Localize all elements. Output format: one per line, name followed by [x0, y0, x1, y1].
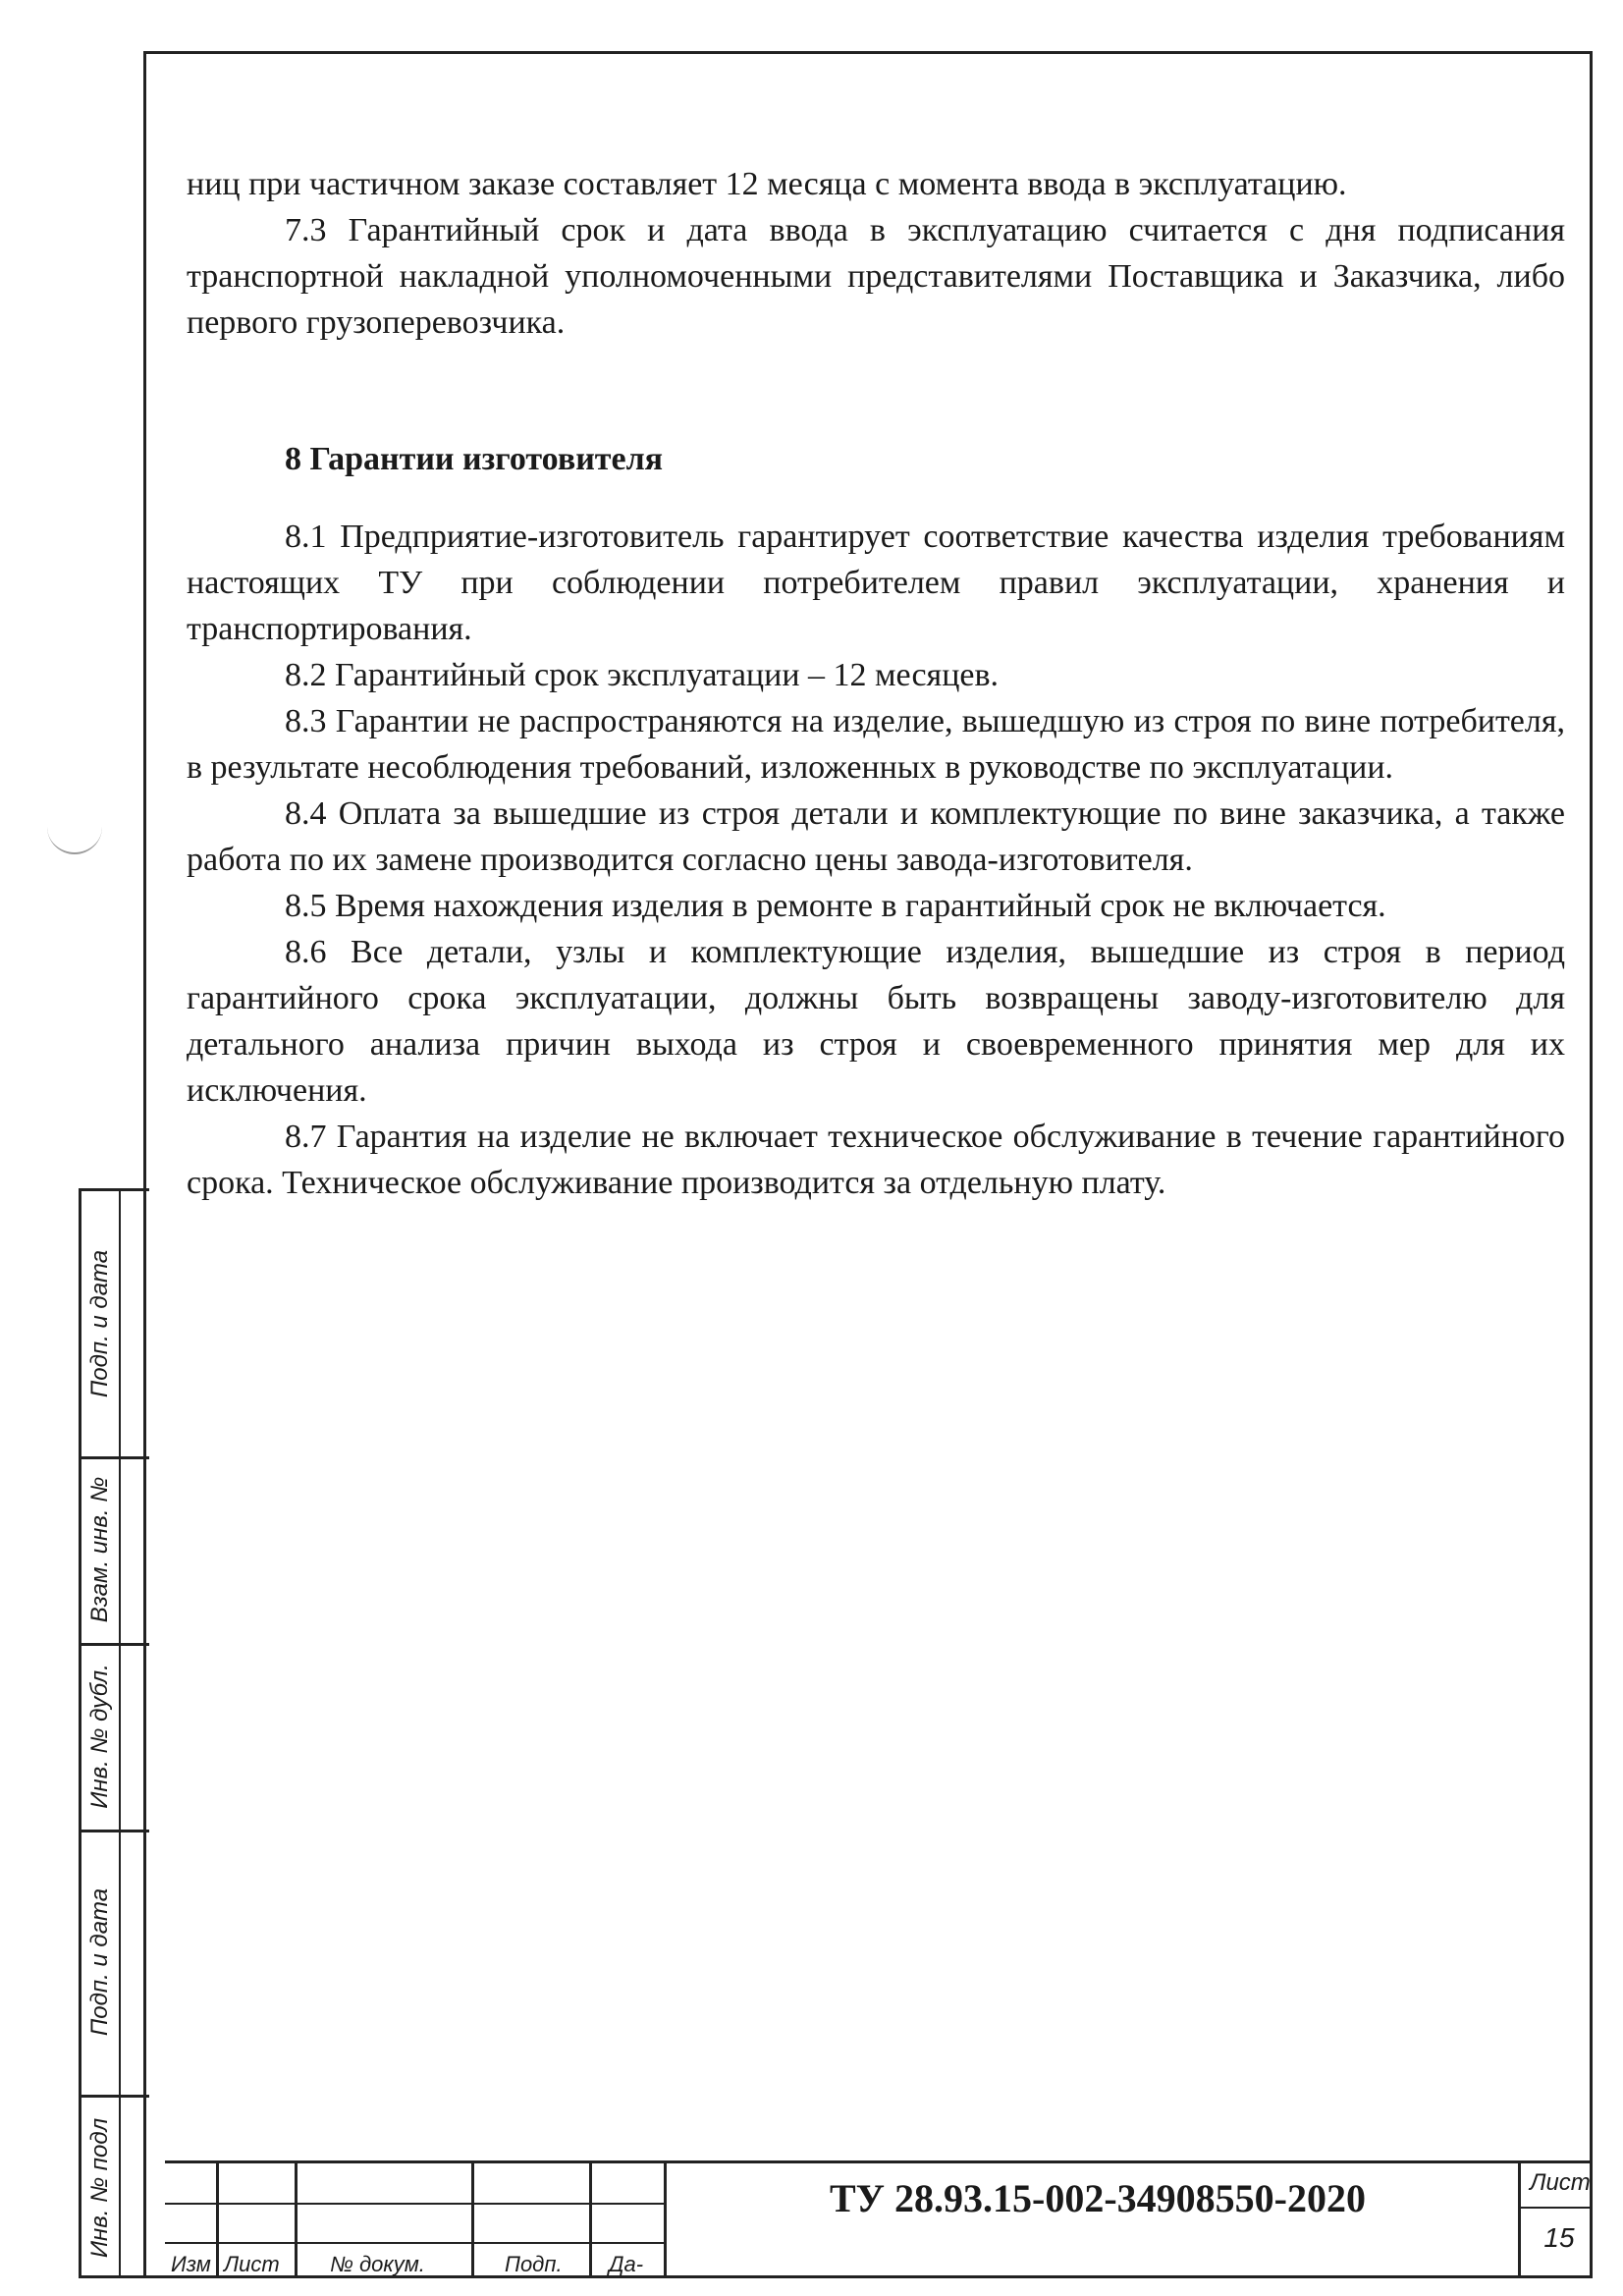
- title-block-divider: [664, 2163, 667, 2278]
- side-stamp: [79, 1188, 149, 2278]
- paragraph: 8.1 Предприятие-изготовитель гарантирует соответствие качества изделия требованиям настоящих ТУ при соблюдении потребителем правил эксплуатации, хранения и транспортирования.: [187, 519, 1565, 647]
- title-block: [165, 2160, 1593, 2278]
- title-block-divider: [216, 2163, 219, 2278]
- paragraph: 8.2 Гарантийный срок эксплуатации – 12 месяцев.: [285, 657, 1000, 693]
- paragraph: 8.4 Оплата за вышедшие из строя детали и комплектующие по вине заказчика, а также работа по их замене производится согласно цены завода-изготовителя.: [187, 795, 1565, 878]
- title-block-divider: [1518, 2207, 1593, 2209]
- side-label-podp-data: Подп. и дата: [86, 1887, 113, 2037]
- document-code: ТУ 28.93.15-002-34908550-2020: [830, 2176, 1366, 2220]
- sheet-number: 15: [1543, 2222, 1575, 2253]
- title-block-divider: [165, 2242, 664, 2244]
- section-heading: 8 Гарантии изготовителя: [285, 441, 664, 477]
- date-label: Да-: [609, 2252, 644, 2276]
- paragraph: 8.7 Гарантия на изделие не включает техническое обслуживание в течение гарантийного срока. Техническое обслуживание производится за отдельную плату.: [187, 1119, 1565, 1201]
- title-block-divider: [1518, 2163, 1521, 2278]
- paragraph: 8.3 Гарантии не распространяются на изделие, вышедшую из строя по вине потребителя, в результате несоблюдения требований, изложенных в руководстве по эксплуатации.: [187, 703, 1565, 786]
- title-block-divider: [589, 2163, 592, 2278]
- paragraph: 7.3 Гарантийный срок и дата ввода в эксплуатацию считается с дня подписания транспортной накладной уполномоченными представителями Поставщика и Заказчика, либо первого грузоперевозчика.: [187, 212, 1565, 341]
- signature-label: Подп.: [505, 2252, 563, 2276]
- side-label-inv-podl: Инв. № подл: [86, 2117, 114, 2259]
- izm-label: Изм: [171, 2252, 211, 2276]
- paragraph: ниц при частичном заказе составляет 12 месяца с момента ввода в эксплуатацию.: [187, 166, 1347, 202]
- punch-hole-mark: [47, 825, 102, 854]
- list-label: Лист: [224, 2252, 280, 2276]
- title-block-divider: [471, 2163, 474, 2278]
- sheet-label: Лист: [1530, 2169, 1591, 2196]
- paragraph: 8.5 Время нахождения изделия в ремонте в гарантийный срок не включается.: [285, 888, 1386, 924]
- title-block-divider: [295, 2163, 298, 2278]
- doc-number-label: № докум.: [330, 2252, 425, 2276]
- side-divider: [119, 1191, 121, 2275]
- document-body: [187, 161, 1565, 1206]
- title-block-divider: [165, 2203, 664, 2205]
- side-label-podp-data: Подп. и дата: [86, 1249, 113, 1398]
- paragraph: 8.6 Все детали, узлы и комплектующие изделия, вышедшие из строя в период гарантийного срока эксплуатации, должны быть возвращены заводу-изготовителю для детального анализа причин выхода из строя и своевременного принятия мер для их исключения.: [187, 934, 1565, 1109]
- side-label-vzam-inv: Взам. инв. №: [86, 1476, 114, 1623]
- side-label-inv-dubl: Инв. № дубл.: [86, 1664, 114, 1809]
